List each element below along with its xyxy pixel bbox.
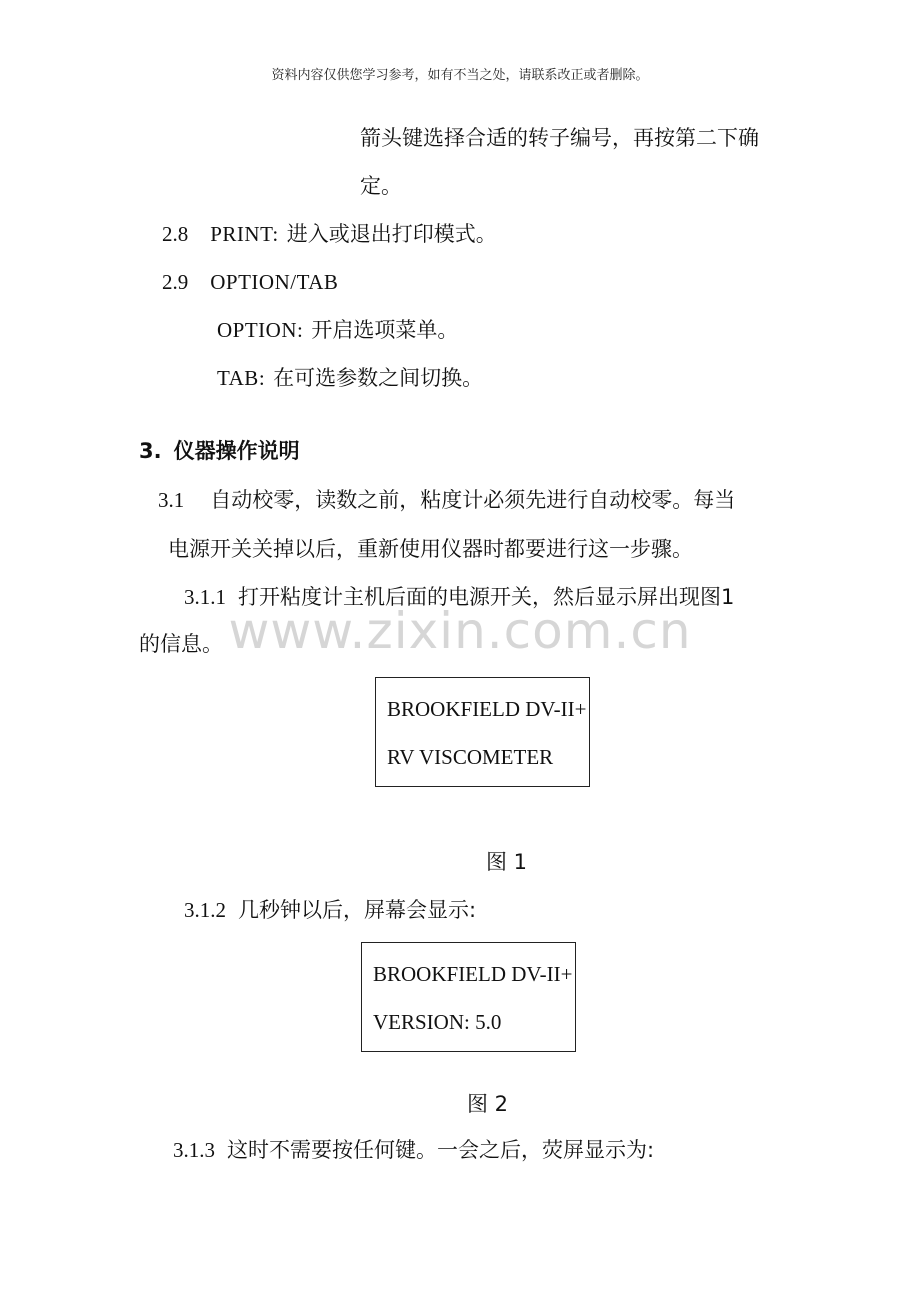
section-3-1-line-1 — [158, 486, 735, 514]
lcd-line-1: BROOKFIELD DV-II+ — [387, 697, 587, 721]
lcd-display-figure-2 — [361, 942, 576, 1052]
section-number: 3. — [139, 439, 162, 463]
rotor-continuation-line-1: 箭头键选择合适的转子编号，再按第二下确 — [360, 126, 759, 150]
watermark: www.zixin.com.cn — [228, 602, 692, 660]
lcd-line-2: VERSION: 5.0 — [373, 1010, 502, 1034]
header-notice: 资料内容仅供您学习参考，如有不当之处，请联系改正或者删除。 — [271, 68, 649, 83]
section-title: 仪器操作说明 — [173, 439, 300, 463]
section-3-1-1-line-1 — [184, 583, 734, 611]
section-2-9 — [162, 268, 338, 296]
option-text: 开启选项菜单。 — [311, 318, 459, 342]
lcd-line-1: BROOKFIELD DV-II+ — [373, 962, 573, 986]
option-label: OPTION: — [217, 318, 304, 342]
figure-1-caption: 图 1 — [486, 850, 528, 874]
tab-text: 在可选参数之间切换。 — [273, 366, 484, 390]
section-text: 打开粘度计主机后面的电源开关，然后显示屏出现图1 — [238, 585, 735, 609]
section-3-1-line-2: 电源开关关掉以后，重新使用仪器时都要进行这一步骤。 — [168, 537, 693, 561]
print-text: 进入或退出打印模式。 — [286, 222, 497, 246]
section-number: 3.1.3 — [173, 1138, 215, 1162]
tab-line — [217, 364, 483, 392]
section-number: 2.9 — [162, 270, 189, 294]
section-text: 这时不需要按任何键。一会之后，荧屏显示为: — [227, 1138, 655, 1162]
section-3-1-2 — [184, 896, 476, 924]
section-3-1-1-line-2: 的信息。 — [139, 632, 223, 656]
section-number: 3.1 — [158, 488, 185, 512]
section-number: 3.1.1 — [184, 585, 226, 609]
lcd-line-2: RV VISCOMETER — [387, 745, 554, 769]
figure-2-caption: 图 2 — [467, 1092, 509, 1116]
section-number: 3.1.2 — [184, 898, 226, 922]
section-3-1-3 — [173, 1136, 654, 1164]
rotor-continuation-line-2: 定。 — [360, 174, 402, 198]
section-text: 几秒钟以后，屏幕会显示: — [238, 898, 477, 922]
section-2-8 — [162, 220, 497, 248]
lcd-display-figure-1 — [375, 677, 590, 787]
section-3-heading — [139, 437, 300, 465]
option-tab-title: OPTION/TAB — [210, 270, 339, 294]
option-line — [217, 316, 458, 344]
print-label: PRINT: — [210, 222, 279, 246]
tab-label: TAB: — [217, 366, 266, 390]
section-number: 2.8 — [162, 222, 189, 246]
section-text: 自动校零，读数之前，粘度计必须先进行自动校零。每当 — [210, 488, 736, 512]
